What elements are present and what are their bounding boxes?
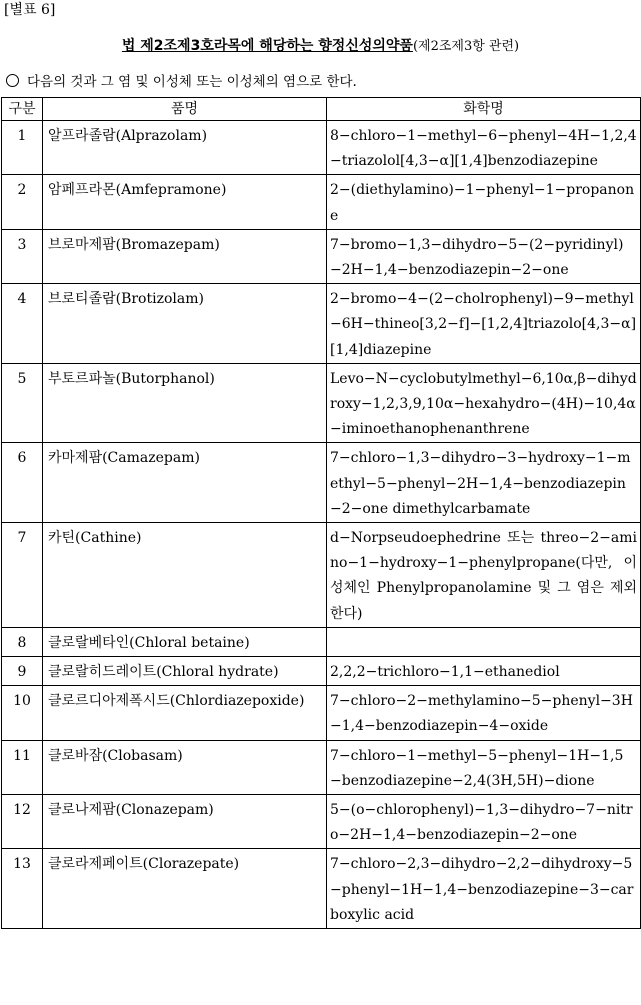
row-product-name: 클로나제팜(Clonazepam) [43,795,327,849]
scope-note-text: 다음의 것과 그 염 및 이성체 또는 이성체의 염으로 한다. [27,74,357,90]
row-number: 12 [2,795,43,849]
scope-note [6,72,357,92]
row-chemical-name: 2,2,2−trichloro−1,1−ethanediol [327,657,641,686]
row-product-name: 클로르디아제폭시드(Chlordiazepoxide) [43,686,327,740]
row-number: 9 [2,657,43,686]
table-row [2,363,641,443]
row-product-name: 부토르파놀(Butorphanol) [43,363,327,443]
row-number: 4 [2,284,43,364]
table-row [2,175,641,229]
table-row [2,657,641,686]
row-product-name: 클로랄베타인(Chloral betaine) [43,627,327,656]
table-row [2,121,641,175]
header-chemical-name: 화학명 [327,98,641,121]
row-product-name: 암페프라몬(Amfepramone) [43,175,327,229]
table-row [2,627,641,656]
row-chemical-name: 7−chloro−1−methyl−5−phenyl−1H−1,5−benzodiazepine−2,4(3H,5H)−dione [327,740,641,794]
row-chemical-name: 5−(o−chlorophenyl)−1,3−dihydro−7−nitro−2H−1,4−benzodiazepin−2−one [327,795,641,849]
row-product-name: 클로랄히드레이트(Chloral hydrate) [43,657,327,686]
row-number: 3 [2,229,43,283]
row-chemical-name: 8−chloro−1−methyl−6−phenyl−4H−1,2,4−triazolol[4,3−α][1,4]benzodiazepine [327,121,641,175]
header-product-name: 품명 [43,98,327,121]
row-number: 5 [2,363,43,443]
row-number: 11 [2,740,43,794]
table-body [2,121,641,929]
row-chemical-name: Levo−N−cyclobutylmethyl−6,10α,β−dihydroxy−1,2,3,9,10α−hexahydro−(4H)−10,4α−iminoethanophenanthrene [327,363,641,443]
table-row [2,686,641,740]
row-product-name: 클로라제페이트(Clorazepate) [43,849,327,929]
row-product-name: 브로티졸람(Brotizolam) [43,284,327,364]
title-sub: (제2조제3항 관련) [412,39,520,54]
title-main: 법 제2조제3호라목에 해당하는 향정신성의약품 [121,38,413,54]
table-row [2,523,641,628]
row-number: 7 [2,523,43,628]
row-product-name: 브로마제팜(Bromazepam) [43,229,327,283]
substance-table [1,97,641,929]
annex-label: [별표 6] [4,2,56,18]
row-number: 10 [2,686,43,740]
document-title [0,36,641,57]
row-product-name: 클로바잠(Clobasam) [43,740,327,794]
row-chemical-name: 2−(diethylamino)−1−phenyl−1−propanone [327,175,641,229]
row-number: 2 [2,175,43,229]
row-product-name: 알프라졸람(Alprazolam) [43,121,327,175]
row-number: 13 [2,849,43,929]
table-row [2,443,641,523]
row-chemical-name: 7−chloro−1,3−dihydro−3−hydroxy−1−methyl−5−phenyl−2H−1,4−benzodiazepin−2−one dimethylcarbamate [327,443,641,523]
circle-bullet-icon [6,74,19,87]
row-chemical-name: 7−chloro−2,3−dihydro−2,2−dihydroxy−5−phenyl−1H−1,4−benzodiazepine−3−carboxylic acid [327,849,641,929]
table-row [2,849,641,929]
row-chemical-name [327,627,641,656]
row-chemical-name: 7−bromo−1,3−dihydro−5−(2−pyridinyl)−2H−1,4−benzodiazepin−2−one [327,229,641,283]
row-number: 6 [2,443,43,523]
row-chemical-name: 2−bromo−4−(2−cholrophenyl)−9−methyl−6H−thineo[3,2−f]−[1,2,4]triazolo[4,3−α][1,4]diazepine [327,284,641,364]
row-product-name: 카틴(Cathine) [43,523,327,628]
header-number: 구분 [2,98,43,121]
table-header-row [2,98,641,121]
row-number: 8 [2,627,43,656]
table-row [2,284,641,364]
table-row [2,229,641,283]
row-chemical-name: 7−chloro−2−methylamino−5−phenyl−3H−1,4−benzodiazepin−4−oxide [327,686,641,740]
row-product-name: 카마제팜(Camazepam) [43,443,327,523]
row-number: 1 [2,121,43,175]
table-row [2,795,641,849]
table-row [2,740,641,794]
row-chemical-name: d−Norpseudoephedrine 또는 threo−2−amino−1−hydroxy−1−phenylpropane(다만, 이성체인 Phenylpropanolamine 및 그 염은 제외한다) [327,523,641,628]
